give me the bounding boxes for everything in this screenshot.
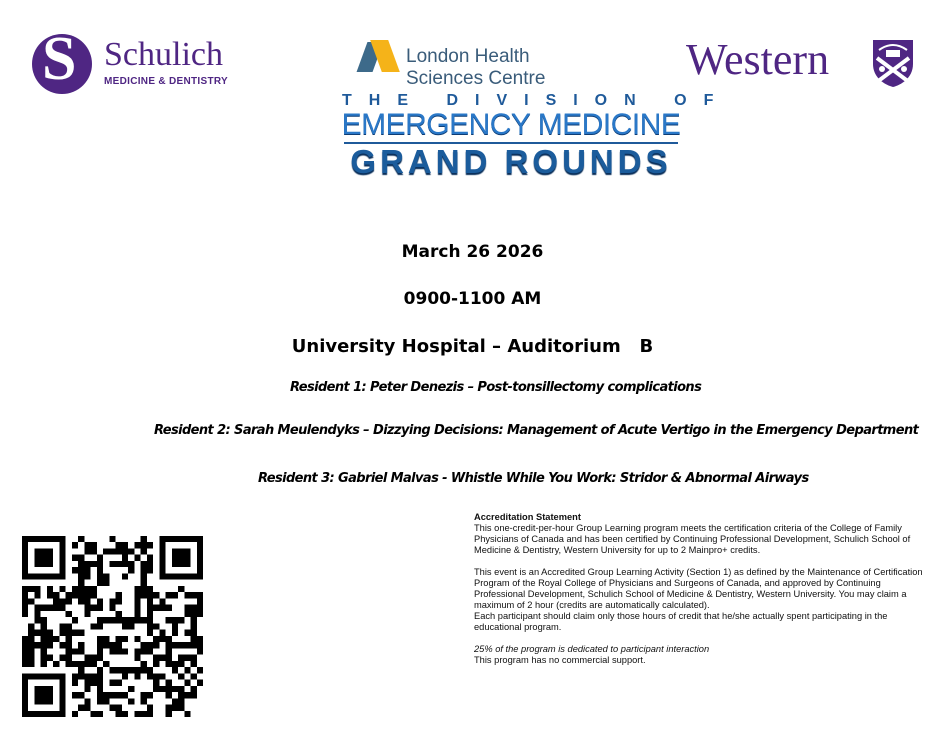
banner-line1: THE DIVISION OF <box>342 92 731 109</box>
western-name: Western <box>686 35 830 84</box>
resident-3: Resident 3: Gabriel Malvas - Whistle While You Work: Stridor & Abnormal Airways <box>258 471 809 486</box>
accreditation-support: This program has no commercial support. <box>474 655 646 665</box>
western-logo <box>686 35 921 94</box>
event-time: 0900-1100 AM <box>403 289 542 309</box>
division-banner <box>334 92 731 180</box>
western-crest-icon <box>871 38 915 88</box>
accreditation-statement <box>474 512 924 666</box>
banner-line3: GRAND ROUNDS <box>350 143 672 180</box>
schulich-s-icon <box>32 25 92 94</box>
lhsc-name-line1: London Health <box>406 46 530 67</box>
lhsc-name-line2: Sciences Centre <box>406 68 546 89</box>
lhsc-logo <box>362 36 562 91</box>
event-venue: University Hospital – Auditorium B <box>291 336 654 357</box>
accreditation-para3: Each participant should claim only those hours of credit that he/she actually spent participating in the educational program. <box>474 611 888 632</box>
event-date: March 26 2026 <box>401 242 544 262</box>
schulich-logo <box>32 25 232 94</box>
accreditation-interaction: 25% of the program is dedicated to participant interaction <box>474 644 710 654</box>
schulich-mark-letter: S <box>42 25 77 93</box>
banner-line2: EMERGENCY MEDICINE <box>341 108 681 141</box>
schulich-name: Schulich <box>104 36 223 73</box>
qr-code[interactable] <box>22 536 203 717</box>
resident-1: Resident 1: Peter Denezis – Post-tonsillectomy complications <box>290 380 702 395</box>
accreditation-title: Accreditation Statement <box>474 512 581 522</box>
accreditation-para1: This one-credit-per-hour Group Learning program meets the certification criteria of the College of Family Physicians of Canada and has been certified by Continuing Professional Development, Schulich School of Medicine & Dentistry, Western University for up to 2 Mainpro+ credits. <box>474 523 911 555</box>
accreditation-para2: This event is an Accredited Group Learning Activity (Section 1) as defined by the Maintenance of Certification Program of the Royal College of Physicians and Surgeons of Canada, and approved by Continuing Professional Development, Schulich School of Medicine & Dentistry, Western University. You may claim a maximum of 2 hour (credits are automatically calculated). <box>474 567 923 610</box>
schulich-subtitle: MEDICINE & DENTISTRY <box>104 76 228 87</box>
lhsc-name <box>406 46 545 90</box>
resident-2: Resident 2: Sarah Meulendyks – Dizzying Decisions: Management of Acute Vertigo in the Emergency Department <box>154 423 919 438</box>
